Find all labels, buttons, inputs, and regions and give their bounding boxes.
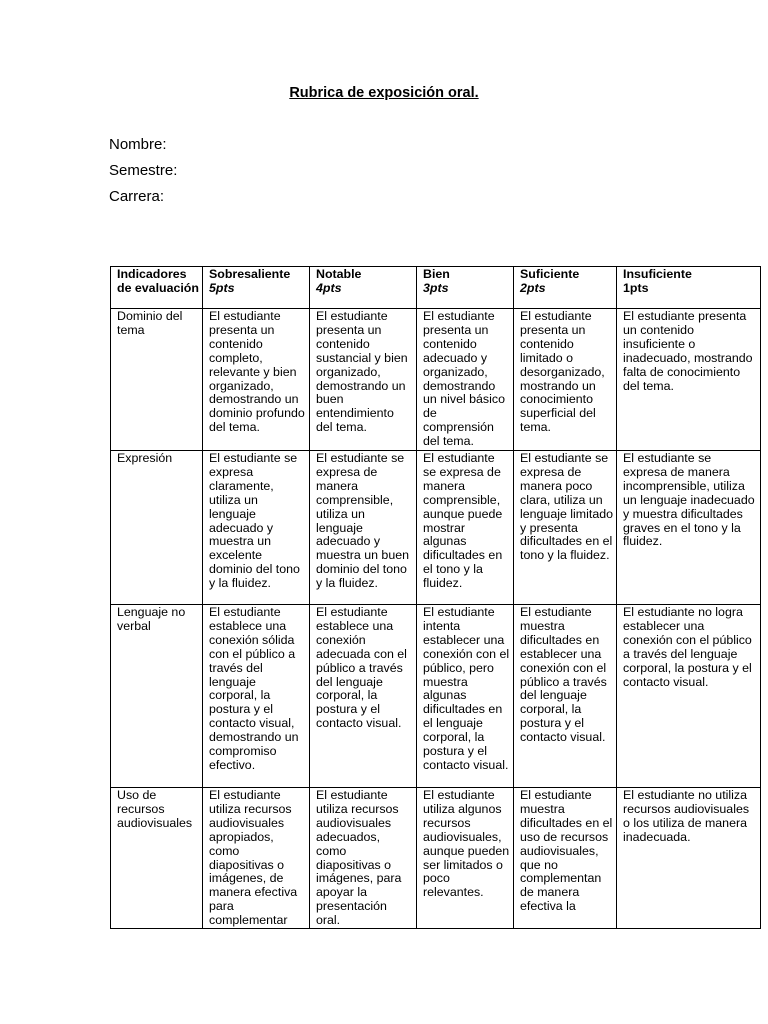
field-nombre-label: Nombre:: [109, 136, 167, 153]
indicator-cell: Uso de recursos audiovisuales: [111, 788, 203, 929]
header-level-sobresaliente: [203, 267, 310, 309]
header-level-insuficiente: [617, 267, 761, 309]
field-carrera-label: Carrera:: [109, 188, 165, 205]
level-points: 3pts: [423, 280, 449, 295]
rubric-cell: El estudiante no utiliza recursos audiovisuales o los utiliza de manera inadecuada.: [617, 788, 761, 929]
level-points: 5pts: [209, 280, 235, 295]
level-name: Suficiente: [520, 267, 580, 281]
document-title: Rubrica de exposición oral.: [289, 85, 479, 101]
rubric-cell: El estudiante se expresa de manera comprensible, aunque puede mostrar algunas dificultades en el tono y la fluidez.: [417, 451, 514, 605]
rubric-cell: El estudiante utiliza algunos recursos audiovisuales, aunque pueden ser limitados o poco relevantes.: [417, 788, 514, 929]
level-name: Notable: [316, 267, 362, 281]
rubric-table: [110, 266, 761, 929]
rubric-cell: El estudiante se expresa de manera poco clara, utiliza un lenguaje limitado y presenta dificultades en el tono y la fluidez.: [514, 451, 617, 605]
level-name: Bien: [423, 267, 450, 281]
rubric-cell: El estudiante intenta establecer una conexión con el público, pero muestra algunas dificultades en el lenguaje corporal, la postura y el contacto visual.: [417, 605, 514, 788]
rubric-cell: El estudiante se expresa de manera comprensible, utiliza un lenguaje adecuado y muestra un buen dominio del tono y la fluidez.: [310, 451, 417, 605]
rubric-cell: El estudiante muestra dificultades en el uso de recursos audiovisuales, que no complementan de manera efectiva la: [514, 788, 617, 929]
level-name: Sobresaliente: [209, 267, 291, 281]
table-header-row: [111, 267, 761, 309]
rubric-cell: El estudiante muestra dificultades en establecer una conexión con el público a través del lenguaje corporal, la postura y el contacto visual.: [514, 605, 617, 788]
rubric-cell: El estudiante no logra establecer una conexión con el público a través del lenguaje corporal, la postura y el contacto visual.: [617, 605, 761, 788]
table-row: [111, 605, 761, 788]
header-level-bien: [417, 267, 514, 309]
level-name: Insuficiente: [623, 267, 692, 281]
field-semestre-label: Semestre:: [109, 162, 178, 179]
level-points: 2pts: [520, 280, 546, 295]
level-points: 4pts: [316, 280, 342, 295]
rubric-cell: El estudiante establece una conexión adecuada con el público a través del lenguaje corporal, la postura y el contacto visual.: [310, 605, 417, 788]
rubric-cell: El estudiante establece una conexión sólida con el público a través del lenguaje corporal, la postura y el contacto visual, demostrando un compromiso efectivo.: [203, 605, 310, 788]
header-indicators: Indicadores de evaluación: [111, 267, 203, 309]
rubric-cell: El estudiante presenta un contenido adecuado y organizado, demostrando un nivel básico de comprensión del tema.: [417, 309, 514, 451]
rubric-cell: El estudiante utiliza recursos audiovisuales adecuados, como diapositivas o imágenes, para apoyar la presentación oral.: [310, 788, 417, 929]
rubric-cell: El estudiante utiliza recursos audiovisuales apropiados, como diapositivas o imágenes, de manera efectiva para complementar: [203, 788, 310, 929]
header-level-notable: [310, 267, 417, 309]
rubric-cell: El estudiante presenta un contenido sustancial y bien organizado, demostrando un buen entendimiento del tema.: [310, 309, 417, 451]
rubric-cell: El estudiante presenta un contenido completo, relevante y bien organizado, demostrando un dominio profundo del tema.: [203, 309, 310, 451]
indicator-cell: Dominio del tema: [111, 309, 203, 451]
rubric-cell: El estudiante presenta un contenido limitado o desorganizado, mostrando un conocimiento superficial del tema.: [514, 309, 617, 451]
table-row: [111, 451, 761, 605]
header-level-suficiente: [514, 267, 617, 309]
level-points: 1pts: [623, 280, 649, 295]
table-row: [111, 788, 761, 929]
rubric-cell: El estudiante se expresa claramente, utiliza un lenguaje adecuado y muestra un excelente dominio del tono y la fluidez.: [203, 451, 310, 605]
table-row: [111, 309, 761, 451]
rubric-cell: El estudiante se expresa de manera incomprensible, utiliza un lenguaje inadecuado y muestra dificultades graves en el tono y la fluidez.: [617, 451, 761, 605]
indicator-cell: Expresión: [111, 451, 203, 605]
indicator-cell: Lenguaje no verbal: [111, 605, 203, 788]
rubric-cell: El estudiante presenta un contenido insuficiente o inadecuado, mostrando falta de conocimiento del tema.: [617, 309, 761, 451]
